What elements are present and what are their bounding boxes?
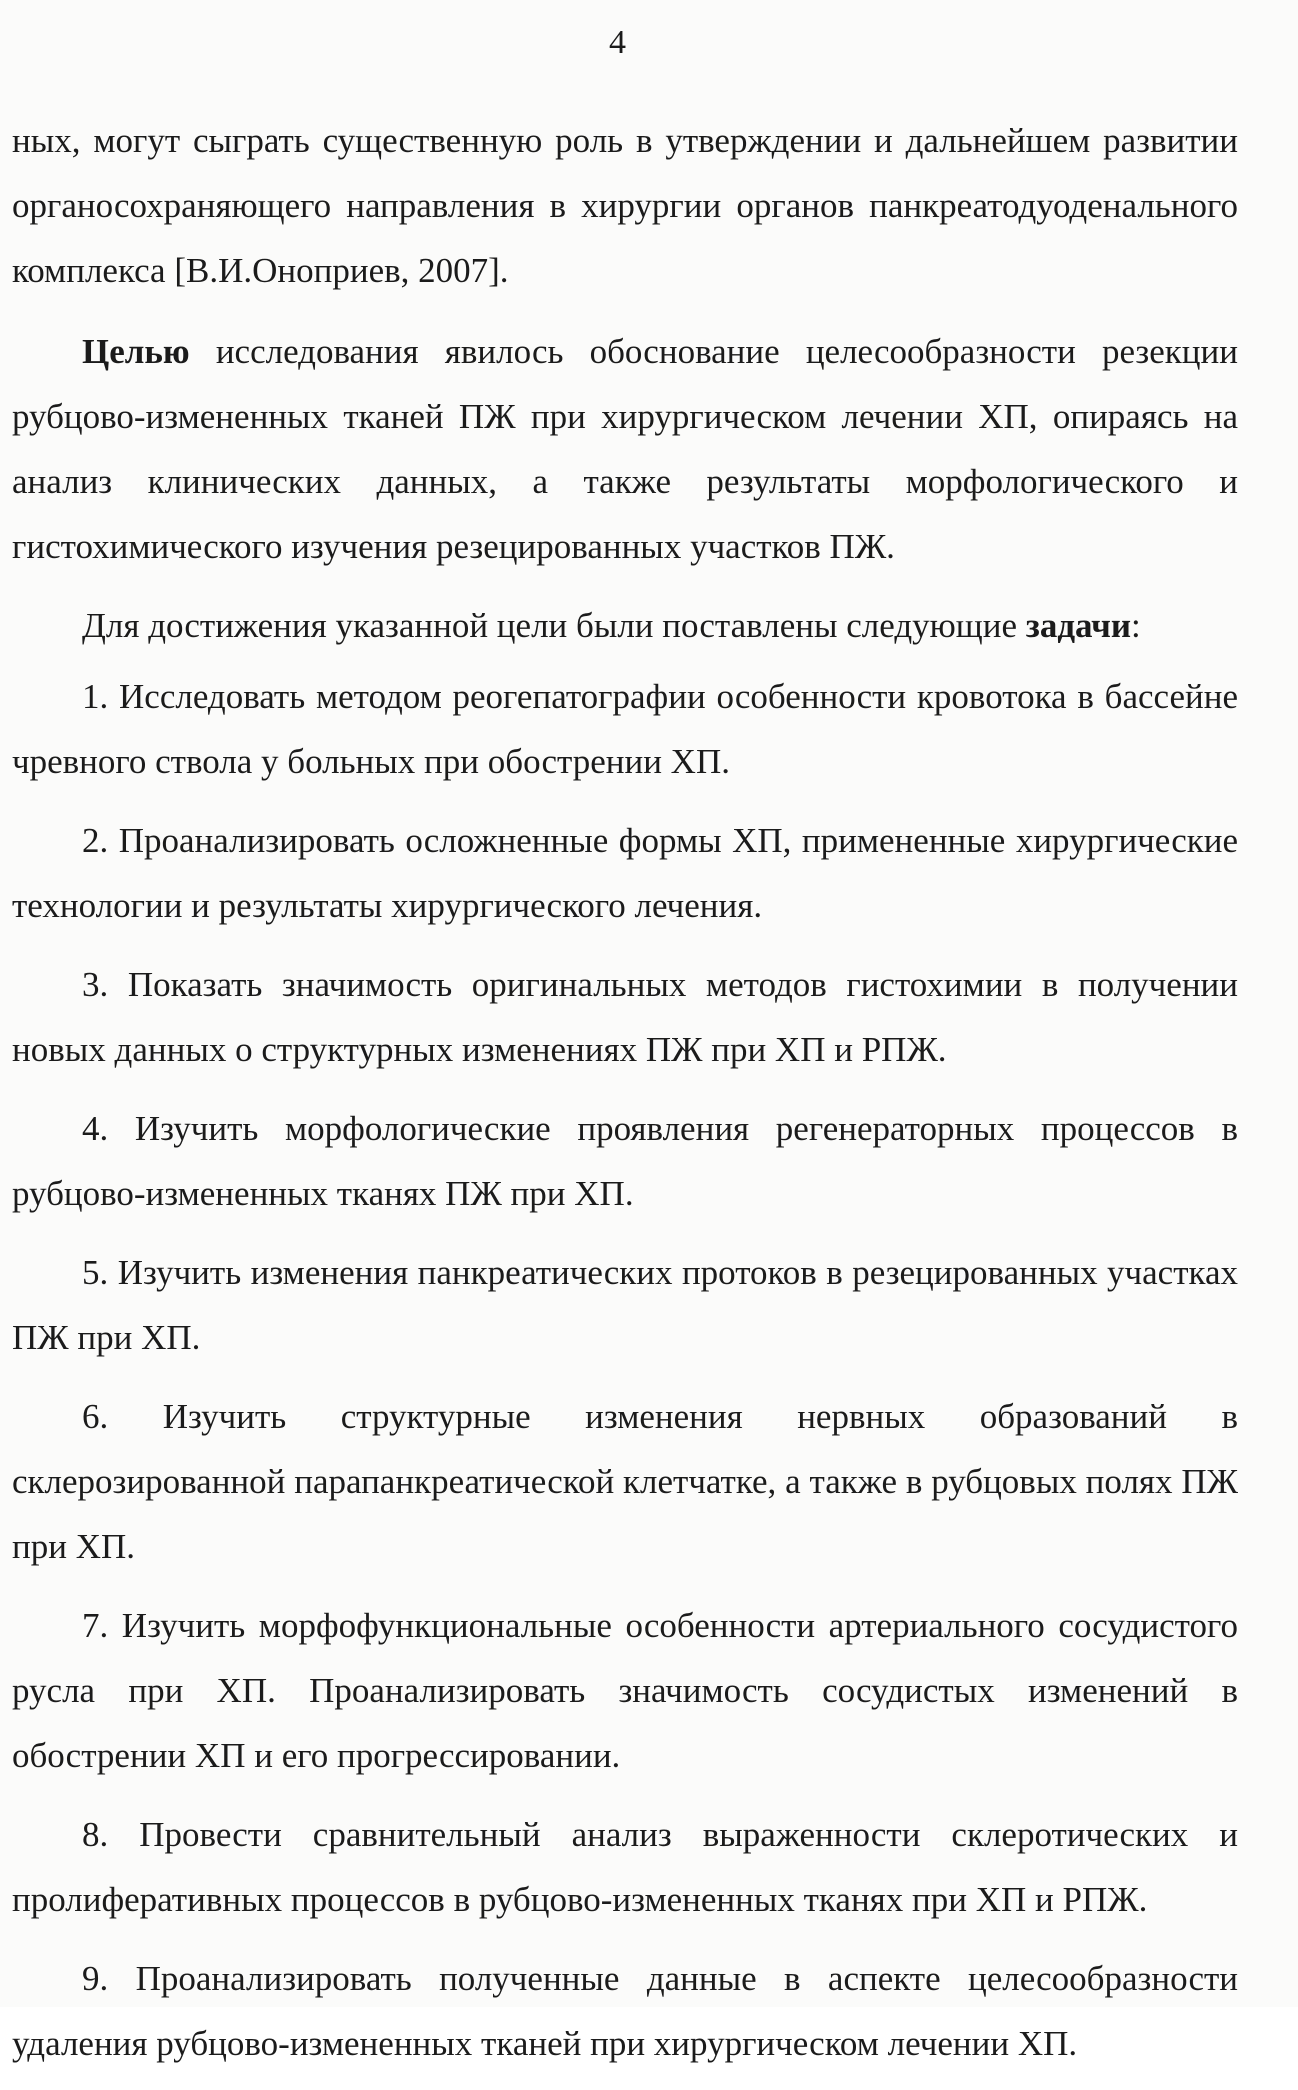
task-item-1 xyxy=(12,664,1238,794)
page-number: 4 xyxy=(609,24,626,61)
task-text: Провести сравнительный анализ выраженности склеротических и пролиферативных процессов в рубцово-измененных тканях при ХП и РПЖ. xyxy=(12,1815,1239,1919)
task-item-2 xyxy=(12,808,1238,938)
tasks-label: задачи xyxy=(1025,606,1132,645)
task-number: 5. xyxy=(82,1253,109,1292)
task-number: 3. xyxy=(82,965,109,1004)
intro-paragraph: ных, могут сыграть существенную роль в утверждении и дальнейшем развитии органосохраняющего направления в хирургии органов панкреатодуоденального комплекса [В.И.Оноприев, 2007]. xyxy=(12,121,1238,290)
task-item-6 xyxy=(12,1384,1238,1579)
task-text: Проанализировать полученные данные в аспекте целесообразности удаления рубцово-измененных тканей при хирургическом лечении ХП. xyxy=(12,1959,1239,2063)
task-item-8 xyxy=(12,1802,1238,1932)
tasks-intro-suffix: : xyxy=(1131,606,1141,645)
task-number: 2. xyxy=(82,821,109,860)
task-text: Изучить изменения панкреатических протоков в резецированных участках ПЖ при ХП. xyxy=(12,1253,1239,1357)
task-text: Изучить структурные изменения нервных образований в склерозированной парапанкреатической клетчатке, а также в рубцовых полях ПЖ при ХП. xyxy=(12,1397,1239,1566)
goal-text: исследования явилось обоснование целесообразности резекции рубцово-измененных тканей ПЖ при хирургическом лечении ХП, опираясь на анализ клинических данных, а также результаты морфологического и гистохимического изучения резецированных участков ПЖ. xyxy=(12,332,1238,566)
task-number: 9. xyxy=(82,1959,109,1998)
task-number: 4. xyxy=(82,1109,109,1148)
task-item-9 xyxy=(12,1946,1238,2076)
task-item-3 xyxy=(12,952,1238,1082)
task-text: Показать значимость оригинальных методов гистохимии в получении новых данных о структурных изменениях ПЖ при ХП и РПЖ. xyxy=(12,965,1239,1069)
task-number: 8. xyxy=(82,1815,109,1854)
task-number: 7. xyxy=(82,1606,109,1645)
task-number: 1. xyxy=(82,677,109,716)
page-body xyxy=(12,108,1238,2090)
task-text: Проанализировать осложненные формы ХП, примененные хирургические технологии и результаты хирургического лечения. xyxy=(12,821,1238,925)
task-item-4 xyxy=(12,1096,1238,1226)
task-item-7 xyxy=(12,1593,1238,1788)
task-text: Изучить морфофункциональные особенности артериального сосудистого русла при ХП. Проанализировать значимость сосудистых изменений в обострении ХП и его прогрессировании. xyxy=(12,1606,1239,1775)
task-item-5 xyxy=(12,1240,1238,1370)
tasks-intro-paragraph xyxy=(12,593,1238,658)
goal-paragraph xyxy=(12,319,1238,579)
tasks-intro-text: Для достижения указанной цели были поставлены следующие xyxy=(82,606,1017,645)
goal-label: Целью xyxy=(82,332,190,371)
task-text: Исследовать методом реогепатографии особенности кровотока в бассейне чревного ствола у больных при обострении ХП. xyxy=(12,677,1239,781)
task-number: 6. xyxy=(82,1397,109,1436)
task-text: Изучить морфологические проявления регенераторных процессов в рубцово-измененных тканях ПЖ при ХП. xyxy=(12,1109,1238,1213)
